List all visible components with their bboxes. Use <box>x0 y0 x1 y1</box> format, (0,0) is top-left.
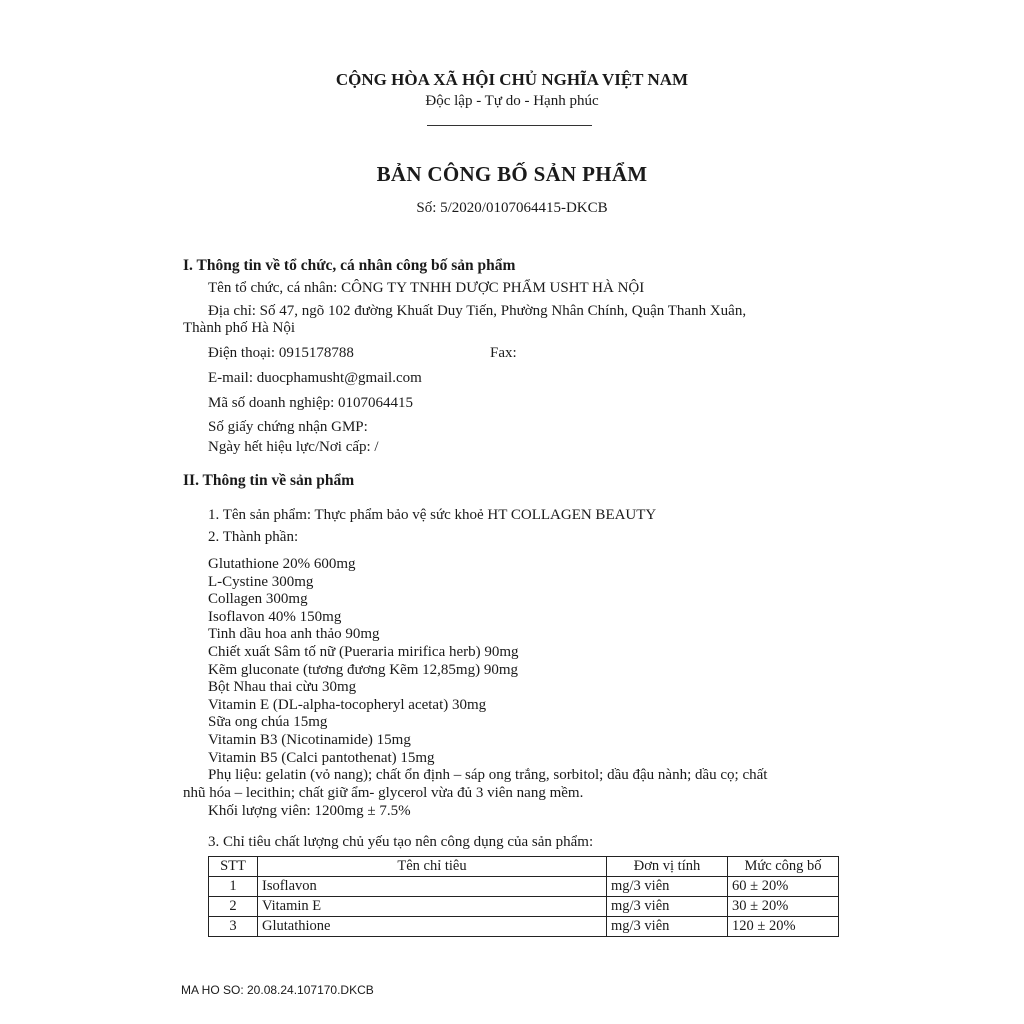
table-cell: 30 ± 20% <box>728 897 839 917</box>
table-cell: 1 <box>209 877 258 897</box>
quality-table <box>208 856 839 937</box>
table-cell: mg/3 viên <box>607 877 728 897</box>
list-item: Collagen 300mg <box>208 591 308 608</box>
tax-code: Mã số doanh nghiệp: 0107064415 <box>208 395 413 411</box>
list-item: Sữa ong chúa 15mg <box>208 714 328 731</box>
table-cell: 2 <box>209 897 258 917</box>
list-item: Kẽm gluconate (tương đương Kẽm 12,85mg) 90mg <box>208 661 518 678</box>
section-1-heading: I. Thông tin về tổ chức, cá nhân công bố sản phẩm <box>183 257 516 274</box>
phone: Điện thoại: 0915178788 <box>208 345 354 361</box>
gmp-certificate: Số giấy chứng nhận GMP: <box>208 419 368 435</box>
excipients-line-2: nhũ hóa – lecithin; chất giữ ẩm- glycerol vừa đủ 3 viên nang mềm. <box>183 785 584 801</box>
national-motto: Độc lập - Tự do - Hạnh phúc <box>425 93 599 109</box>
document-number: Số: 5/2020/0107064415-DKCB <box>416 200 608 216</box>
table-cell: mg/3 viên <box>607 897 728 917</box>
table-cell: Glutathione <box>258 917 607 937</box>
product-name: 1. Tên sản phẩm: Thực phẩm bảo vệ sức khoẻ HT COLLAGEN BEAUTY <box>208 507 657 523</box>
column-header: Mức công bố <box>728 857 839 877</box>
org-name: Tên tổ chức, cá nhân: CÔNG TY TNHH DƯỢC PHẨM USHT HÀ NỘI <box>208 280 645 296</box>
header-divider <box>427 125 592 126</box>
dossier-code: MA HO SO: 20.08.24.107170.DKCB <box>181 983 374 997</box>
list-item: Chiết xuất Sâm tố nữ (Pueraria mirifica herb) 90mg <box>208 643 519 660</box>
ingredients-heading: 2. Thành phần: <box>208 529 299 545</box>
table-cell: mg/3 viên <box>607 917 728 937</box>
list-item: L-Cystine 300mg <box>208 573 314 590</box>
table-cell: Isoflavon <box>258 877 607 897</box>
email: E-mail: duocphamusht@gmail.com <box>208 370 422 386</box>
excipients-line-1: Phụ liệu: gelatin (vỏ nang); chất ổn định – sáp ong trắng, sorbitol; dầu đậu nành; dầu cọ; chất <box>208 767 768 783</box>
capsule-weight: Khối lượng viên: 1200mg ± 7.5% <box>208 803 411 819</box>
table-header-row <box>209 857 839 877</box>
fax: Fax: <box>490 345 517 361</box>
list-item: Vitamin E (DL-alpha-tocopheryl acetat) 30mg <box>208 696 487 713</box>
column-header: STT <box>209 857 258 877</box>
table-cell: Vitamin E <box>258 897 607 917</box>
quality-heading: 3. Chỉ tiêu chất lượng chủ yếu tạo nên công dụng của sản phẩm: <box>208 834 594 850</box>
section-2-heading: II. Thông tin về sản phẩm <box>183 472 355 489</box>
ingredients-list <box>208 556 519 767</box>
address-line-1: Địa chỉ: Số 47, ngõ 102 đường Khuất Duy Tiến, Phường Nhân Chính, Quận Thanh Xuân, <box>208 303 747 319</box>
list-item: Vitamin B5 (Calci pantothenat) 15mg <box>208 749 435 766</box>
list-item: Vitamin B3 (Nicotinamide) 15mg <box>208 731 411 748</box>
country-header: CỘNG HÒA XÃ HỘI CHỦ NGHĨA VIỆT NAM <box>335 70 689 89</box>
table-row <box>209 917 839 937</box>
table-row <box>209 877 839 897</box>
list-item: Bột Nhau thai cừu 30mg <box>208 679 357 696</box>
page-title: BẢN CÔNG BỐ SẢN PHẨM <box>376 162 648 186</box>
list-item: Tinh dầu hoa anh thảo 90mg <box>208 626 380 643</box>
list-item: Glutathione 20% 600mg <box>208 556 356 572</box>
column-header: Đơn vị tính <box>607 857 728 877</box>
table-cell: 60 ± 20% <box>728 877 839 897</box>
validity: Ngày hết hiệu lực/Nơi cấp: / <box>208 439 379 455</box>
table-row <box>209 897 839 917</box>
table-cell: 120 ± 20% <box>728 917 839 937</box>
table-cell: 3 <box>209 917 258 937</box>
list-item: Isoflavon 40% 150mg <box>208 608 342 625</box>
address-line-2: Thành phố Hà Nội <box>183 320 296 336</box>
column-header: Tên chỉ tiêu <box>258 857 607 877</box>
